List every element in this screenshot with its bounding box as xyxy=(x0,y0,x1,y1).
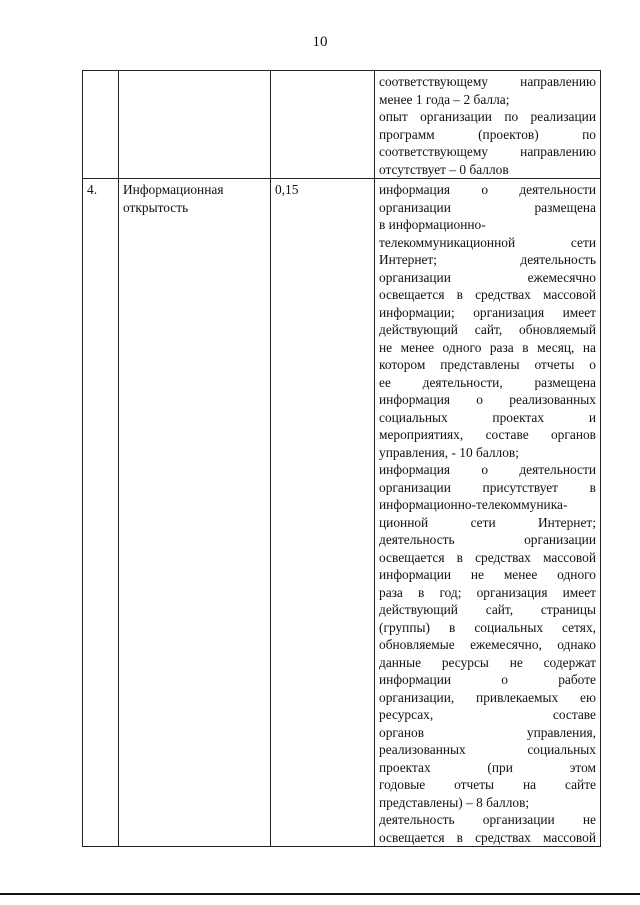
description-line: социальных проектах и xyxy=(379,409,596,425)
description-line: информации; организация имеет xyxy=(379,304,596,320)
description-line: органов управления, xyxy=(379,724,596,740)
page-number: 10 xyxy=(312,34,328,50)
description-line: опыт организации по реализации xyxy=(379,109,596,124)
description-line: информация о деятельности xyxy=(379,182,596,197)
description-line: организации присутствует в xyxy=(379,479,596,495)
description-line: информации о работе xyxy=(379,672,596,687)
description-line: данные ресурсы не содержат xyxy=(379,654,596,670)
description-line: Интернет; деятельность xyxy=(379,252,596,267)
description-line: программ (проектов) по xyxy=(379,126,596,142)
scan-bottom-edge xyxy=(0,893,640,895)
criterion-name-cell xyxy=(119,71,271,179)
description-line: мероприятиях, составе органов xyxy=(379,427,596,442)
description-line: котором представлены отчеты о xyxy=(379,357,596,372)
scoring-description-cell xyxy=(375,71,601,179)
description-line: не менее одного раза в месяц, на xyxy=(379,339,596,355)
description-line: годовые отчеты на сайте xyxy=(379,777,596,792)
description-line: менее 1 года – 2 балла; xyxy=(379,91,510,107)
description-line: информации не менее одного xyxy=(379,567,596,582)
scoring-description-cell xyxy=(375,179,601,847)
description-line: в информационно- xyxy=(379,217,486,232)
description-line: отсутствует – 0 баллов xyxy=(379,161,509,177)
description-line: организации размещена xyxy=(379,199,596,215)
description-line: телекоммуникационной сети xyxy=(379,234,596,250)
description-line: деятельность организации xyxy=(379,532,596,547)
description-line: реализованных социальных xyxy=(379,742,596,757)
description-line: организации ежемесячно xyxy=(379,269,596,285)
description-line: (группы) в социальных сетях, xyxy=(379,619,596,635)
table-row xyxy=(83,179,601,847)
description-line: обновляемые ежемесячно, однако xyxy=(379,637,596,652)
description-line: информация о деятельности xyxy=(379,462,596,477)
description-line: действующий сайт, обновляемый xyxy=(379,322,596,337)
description-line: проектах (при этом xyxy=(379,759,596,775)
criterion-name-cell: Информационная открытость xyxy=(119,179,271,847)
description-line: освещается в средствах массовой xyxy=(379,829,596,845)
criteria-table xyxy=(82,70,601,847)
description-line: соответствующему направлению xyxy=(379,74,596,89)
weight-cell xyxy=(271,71,375,179)
description-line: ее деятельности, размещена xyxy=(379,374,596,390)
description-line: освещается в средствах массовой xyxy=(379,549,596,565)
description-line: ресурсах, составе xyxy=(379,707,596,722)
description-line: раза в год; организация имеет xyxy=(379,584,596,600)
description-line: действующий сайт, страницы xyxy=(379,602,596,617)
row-number-cell xyxy=(83,71,119,179)
description-line: организации, привлекаемых ею xyxy=(379,689,596,705)
description-line: освещается в средствах массовой xyxy=(379,287,596,302)
description-line: представлены) – 8 баллов; xyxy=(379,794,530,810)
description-line: информация о реализованных xyxy=(379,392,596,407)
description-line: соответствующему направлению xyxy=(379,144,596,159)
description-line: управления, - 10 баллов; xyxy=(379,444,519,460)
weight-cell: 0,15 xyxy=(271,179,375,847)
description-line: ционной сети Интернет; xyxy=(379,514,596,530)
row-number-cell: 4. xyxy=(83,179,119,847)
description-line: информационно-телекоммуника- xyxy=(379,497,568,512)
table-row xyxy=(83,71,601,179)
description-line: деятельность организации не xyxy=(379,812,596,827)
